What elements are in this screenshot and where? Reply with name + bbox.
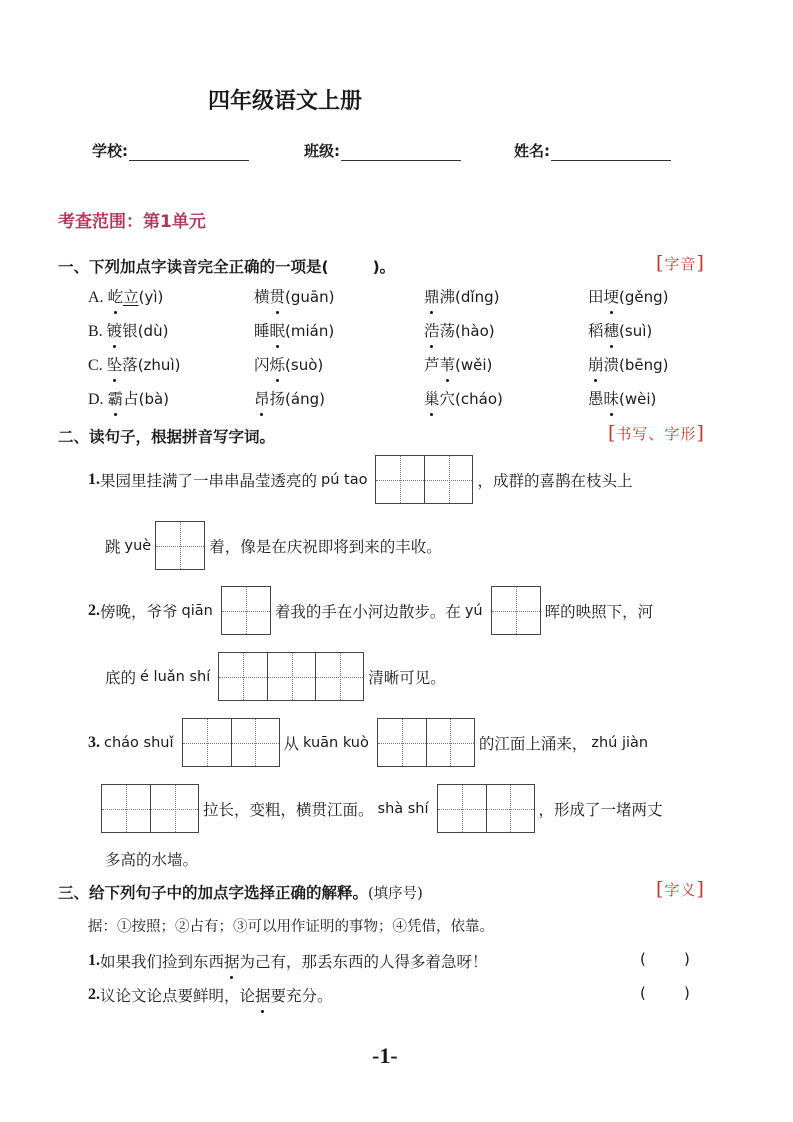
q2-pinyin-yu: yú bbox=[464, 602, 483, 619]
pinyin: (gěng) bbox=[619, 288, 669, 306]
pinyin: (suì) bbox=[619, 322, 653, 340]
school-label: 学校: bbox=[92, 142, 128, 160]
q1-number: 1. bbox=[88, 470, 100, 488]
q1-text-d: 着，像是在庆祝即将到来的丰收。 bbox=[209, 537, 442, 556]
char: 沸 bbox=[439, 288, 456, 306]
dotted-char: 镀 bbox=[107, 319, 123, 341]
section3-note: (填序号) bbox=[368, 886, 423, 902]
q3-text-c: 拉长，变粗，横贯江面。 bbox=[203, 800, 374, 819]
q1-text-b: ，成群的喜鹊在枝头上 bbox=[477, 471, 633, 490]
s3-item1-answer[interactable]: ( ) bbox=[640, 950, 690, 968]
s2-q3-line2 bbox=[101, 784, 663, 833]
school-field[interactable] bbox=[92, 140, 249, 161]
s2-q3-line1 bbox=[88, 718, 652, 767]
q3-pinyin-zhujian: zhú jiàn bbox=[591, 734, 649, 751]
dotted-char: 埂 bbox=[604, 285, 620, 307]
s3-item2-before: 议论文论点要鲜明，论 bbox=[100, 987, 256, 1005]
pinyin: (zhuì) bbox=[137, 356, 181, 374]
q2-number: 2. bbox=[88, 601, 100, 619]
s3-item2-answer[interactable]: ( ) bbox=[640, 984, 690, 1002]
dotted-char: 穗 bbox=[604, 319, 620, 341]
dotted-char: 巢 bbox=[424, 387, 440, 409]
option-c-word-1 bbox=[88, 353, 180, 375]
q2-answer-grid-eluanshi[interactable] bbox=[218, 652, 364, 701]
q3-text-b: 的江面上涌来， bbox=[478, 734, 588, 753]
q1-pinyin-putao: pú tao bbox=[321, 471, 368, 488]
ju-definitions: 据：①按照；②占有；③可以用作证明的事物；④凭借，依靠。 bbox=[88, 919, 494, 935]
pinyin: (hào) bbox=[455, 322, 495, 340]
char: 闪 bbox=[254, 356, 270, 374]
s2-q2-line1 bbox=[88, 586, 653, 635]
pinyin: (cháo) bbox=[455, 390, 503, 408]
section3-title bbox=[58, 881, 423, 903]
pinyin: (áng) bbox=[285, 390, 325, 408]
s3-item1-before: 如果我们捡到东西 bbox=[100, 953, 225, 971]
pinyin: (wèi) bbox=[619, 390, 657, 408]
char: 扬 bbox=[269, 390, 286, 408]
s3-item-1 bbox=[88, 950, 488, 972]
s3-item1-number: 1. bbox=[88, 952, 100, 969]
char: 愚 bbox=[588, 390, 604, 408]
q3-answer-grid-kuankuo[interactable] bbox=[377, 718, 475, 767]
char: 睡 bbox=[254, 322, 270, 340]
option-label[interactable]: A. bbox=[88, 289, 108, 306]
dotted-char: 眠 bbox=[270, 319, 286, 341]
option-d-word-3 bbox=[424, 387, 503, 409]
option-label[interactable]: B. bbox=[88, 323, 107, 340]
dotted-char: 烁 bbox=[270, 353, 286, 375]
char: 荡 bbox=[439, 322, 456, 340]
option-c-word-2 bbox=[254, 353, 323, 375]
pinyin: (bà) bbox=[138, 390, 170, 408]
name-label: 姓名: bbox=[514, 142, 550, 160]
s2-q3-line3 bbox=[105, 848, 198, 870]
dotted-char: 坠 bbox=[107, 353, 123, 375]
q3-text-d: ，形成了一堵两丈 bbox=[538, 800, 663, 819]
char: 穴 bbox=[439, 390, 456, 408]
q2-text-b: 着我的手在小河边散步。在 bbox=[274, 602, 461, 621]
section1-tag: [字音] bbox=[656, 252, 705, 274]
option-c-word-3 bbox=[424, 353, 492, 375]
option-d-word-2 bbox=[254, 387, 325, 409]
char: 溃 bbox=[603, 356, 620, 374]
s3-item1-dotted-char: 据 bbox=[224, 950, 240, 972]
class-blank[interactable] bbox=[341, 145, 461, 161]
section2-tag: [书写、字形] bbox=[608, 422, 705, 444]
option-d-word-4 bbox=[588, 387, 656, 409]
q2-answer-grid-yu[interactable] bbox=[491, 586, 541, 635]
pinyin: (guān) bbox=[285, 288, 335, 306]
char: 银 bbox=[122, 322, 138, 340]
s2-q1-line2 bbox=[105, 521, 442, 570]
q3-answer-grid-shashi[interactable] bbox=[437, 784, 535, 833]
dotted-char: 苇 bbox=[440, 353, 456, 375]
dotted-char: 霸 bbox=[108, 387, 124, 409]
char: 田 bbox=[588, 288, 604, 306]
option-a-word-1 bbox=[88, 285, 163, 307]
s3-item2-dotted-char: 据 bbox=[255, 984, 271, 1006]
option-label[interactable]: D. bbox=[88, 391, 108, 408]
q1-answer-grid-yue[interactable] bbox=[155, 521, 205, 570]
q1-pinyin-yue: yuè bbox=[124, 537, 152, 554]
q2-text-e: 清晰可见。 bbox=[368, 668, 446, 687]
option-a-word-2 bbox=[254, 285, 334, 307]
s3-item1-after: 为己有，那丢东西的人得多着急呀！ bbox=[239, 953, 488, 971]
class-field[interactable] bbox=[304, 140, 461, 161]
name-field[interactable] bbox=[514, 140, 671, 161]
dotted-char: 鼎 bbox=[424, 285, 440, 307]
option-a-word-3 bbox=[424, 285, 499, 307]
dotted-char: 浩 bbox=[424, 319, 440, 341]
section3-tag: [字义] bbox=[656, 878, 705, 900]
section1-title bbox=[58, 255, 395, 277]
section1-question: 一、下列加点字读音完全正确的一项是( bbox=[58, 258, 329, 276]
q2-pinyin-qian: qiān bbox=[181, 602, 213, 619]
name-blank[interactable] bbox=[551, 145, 671, 161]
q3-text-e: 多高的水墙。 bbox=[105, 851, 199, 869]
pinyin: (wěi) bbox=[455, 356, 493, 374]
option-b-word-1 bbox=[88, 319, 168, 341]
pinyin: (yì) bbox=[138, 288, 164, 306]
section1-question-end: )。 bbox=[372, 258, 396, 276]
char: 落 bbox=[122, 356, 138, 374]
q3-text-a: 从 bbox=[283, 734, 300, 753]
pinyin: (mián) bbox=[285, 322, 335, 340]
pinyin: (dǐng) bbox=[455, 288, 500, 306]
option-d-word-1 bbox=[88, 387, 169, 409]
q2-pinyin-eluanshi: é luǎn shí bbox=[140, 668, 211, 685]
s2-q2-line2 bbox=[105, 652, 446, 701]
option-b-word-4 bbox=[588, 319, 652, 341]
char: 稻 bbox=[588, 322, 604, 340]
page-number: -1- bbox=[372, 1043, 398, 1068]
s2-q1-line1 bbox=[88, 455, 632, 504]
s3-item-2 bbox=[88, 984, 333, 1006]
exam-scope: 考查范围：第1单元 bbox=[58, 212, 206, 232]
q2-text-c: 晖的映照下，河 bbox=[544, 602, 654, 621]
option-c-word-4 bbox=[588, 353, 669, 375]
q3-pinyin-shashi: shà shí bbox=[377, 800, 429, 817]
char: 横 bbox=[254, 288, 270, 306]
q1-text-a: 果园里挂满了一串串晶莹透亮的 bbox=[100, 471, 318, 490]
section3-question: 三、给下列句子中的加点字选择正确的解释。 bbox=[58, 884, 369, 902]
char: 芦 bbox=[424, 356, 440, 374]
dotted-char: 昧 bbox=[604, 387, 620, 409]
char: 立 bbox=[123, 288, 139, 306]
option-a-word-4 bbox=[588, 285, 669, 307]
option-label[interactable]: C. bbox=[88, 357, 107, 374]
s3-item2-after: 要充分。 bbox=[270, 987, 333, 1005]
q2-text-a: 傍晚，爷爷 bbox=[100, 602, 178, 621]
q2-text-d: 底的 bbox=[105, 668, 137, 687]
dotted-char: 崩 bbox=[588, 353, 604, 375]
s3-item2-number: 2. bbox=[88, 986, 100, 1003]
dotted-char: 屹 bbox=[108, 285, 124, 307]
q1-answer-grid-putao[interactable] bbox=[375, 455, 473, 504]
q3-answer-grid-zhujian[interactable] bbox=[101, 784, 199, 833]
section2-title: 二、读句子，根据拼音写字词。 bbox=[58, 428, 276, 446]
dotted-char: 贯 bbox=[270, 285, 286, 307]
option-b-word-2 bbox=[254, 319, 334, 341]
q1-text-c: 跳 bbox=[105, 537, 121, 556]
worksheet-title: 四年级语文上册 bbox=[208, 89, 363, 114]
q3-pinyin-kuankuo: kuān kuò bbox=[303, 734, 369, 751]
q2-answer-grid-qian[interactable] bbox=[221, 586, 271, 635]
option-b-word-3 bbox=[424, 319, 495, 341]
pinyin: (dù) bbox=[137, 322, 169, 340]
pinyin: (suò) bbox=[285, 356, 324, 374]
q3-answer-grid-chaoshui[interactable] bbox=[182, 718, 280, 767]
school-blank[interactable] bbox=[129, 145, 249, 161]
pinyin: (bēng) bbox=[619, 356, 669, 374]
dotted-char: 昂 bbox=[254, 387, 270, 409]
char: 占 bbox=[123, 390, 139, 408]
q3-pinyin-chaoshui: cháo shuǐ bbox=[104, 734, 174, 751]
q3-number: 3. bbox=[88, 733, 100, 751]
class-label: 班级: bbox=[304, 142, 340, 160]
